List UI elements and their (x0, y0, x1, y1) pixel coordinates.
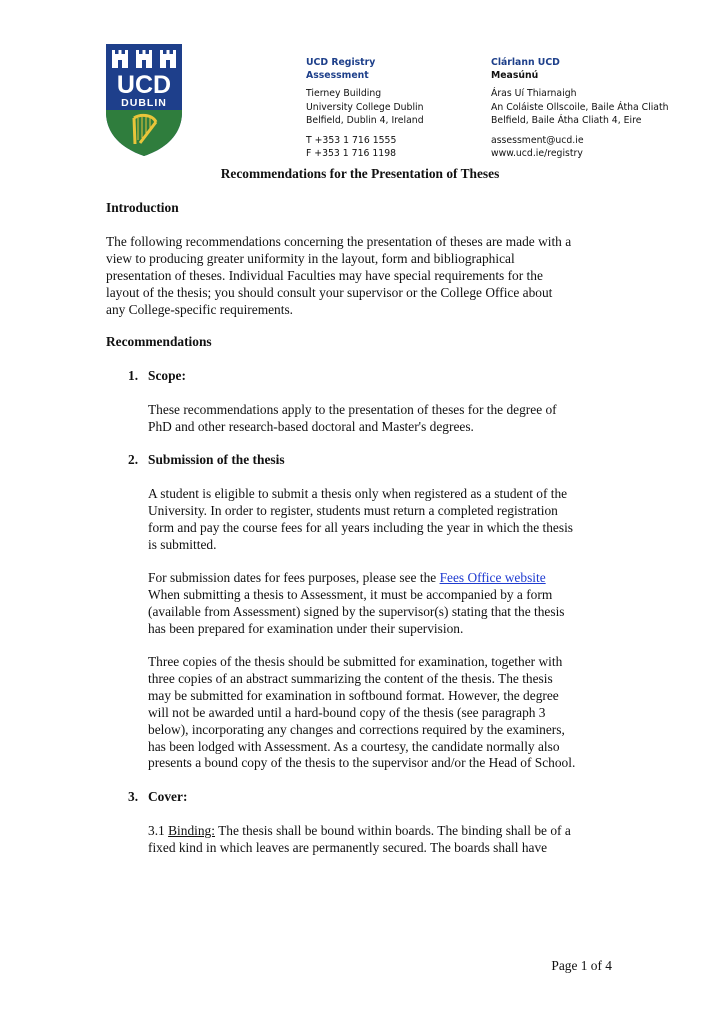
paragraph-line (148, 823, 571, 840)
paragraph-line: below), incorporating any changes and corrections required by the examiners, (148, 721, 565, 737)
cover-heading: Cover: (148, 789, 188, 804)
fax-number: F +353 1 716 1198 (306, 148, 397, 160)
header-left (306, 56, 424, 160)
paragraph-line: presents a bound copy of the thesis to the supervisor and/or the Head of School. (148, 755, 576, 771)
paragraph-line: presentation of theses. Individual Faculties may have special requirements for the (106, 267, 543, 283)
address-line-irish: Belfield, Baile Átha Cliath 4, Eire (491, 114, 642, 126)
sub-number: 3.1 (148, 823, 169, 838)
item-number: 1. (128, 368, 139, 383)
paragraph-line: PhD and other research-based doctoral and Master's degrees. (148, 418, 474, 434)
paragraph-line: These recommendations apply to the presentation of theses for the degree of (148, 402, 557, 417)
document-title: Recommendations for the Presentation of Theses (220, 166, 500, 181)
paragraph-line: layout of the thesis; you should consult your supervisor or the College Office about (106, 284, 553, 300)
binding-text: The thesis shall be bound within boards. The binding shall be of a (214, 823, 571, 838)
paragraph-line: any College-specific requirements. (106, 301, 294, 317)
introduction-paragraph (106, 234, 571, 319)
page-number: Page 1 of 4 (551, 958, 612, 973)
paragraph-line: University. In order to register, students must return a completed registration (148, 502, 558, 518)
address-line: University College Dublin (306, 101, 424, 113)
paragraph-line: When submitting a thesis to Assessment, it must be accompanied by a form (148, 586, 553, 602)
email-address[interactable]: assessment@ucd.ie (491, 135, 584, 147)
paragraph-line (148, 570, 565, 587)
item-number: 3. (128, 789, 139, 804)
address-line-irish: Áras Uí Thiarnaigh (491, 88, 577, 100)
scope-paragraph (148, 402, 557, 436)
logo-ucd-text: UCD (116, 71, 172, 99)
eligibility-paragraph (148, 486, 573, 554)
address-line: Tierney Building (306, 88, 382, 100)
paragraph-line: may be submitted for examination in softbound format. However, the degree (148, 687, 559, 703)
paragraph-line: form and pay the course fees for all years including the year in which the thesis (148, 519, 574, 535)
paragraph-line: will not be awarded until a hard-bound copy of the thesis (see paragraph 3 (148, 704, 546, 720)
submission-dates-paragraph (148, 570, 565, 638)
paragraph-line: has been prepared for examination under their supervision. (148, 620, 464, 636)
ucd-logo (104, 42, 184, 157)
introduction-heading: Introduction (106, 200, 179, 215)
paragraph-line: three copies of an abstract summarizing the content of the thesis. The thesis (148, 670, 553, 686)
website-address[interactable]: www.ucd.ie/registry (491, 148, 583, 160)
phone-number: T +353 1 716 1555 (306, 135, 397, 147)
header-right (491, 56, 669, 160)
paragraph-line: view to producing greater uniformity in the layout, form and bibliographical (106, 250, 515, 266)
item-number: 2. (128, 452, 139, 467)
copies-paragraph (148, 654, 575, 772)
department-name: Assessment (306, 70, 369, 82)
submission-heading: Submission of the thesis (148, 452, 285, 467)
paragraph-line: has been lodged with Assessment. As a courtesy, the candidate normally also (148, 738, 560, 754)
paragraph-line: fixed kind in which leaves are permanently secured. The boards shall have (148, 839, 548, 855)
registry-name: UCD Registry (306, 57, 376, 68)
address-line-irish: An Coláiste Ollscoile, Baile Átha Cliath (491, 101, 669, 113)
recommendations-heading: Recommendations (106, 334, 212, 349)
paragraph-line: Three copies of the thesis should be submitted for examination, together with (148, 654, 563, 669)
dates-text: For submission dates for fees purposes, please see the (148, 570, 440, 585)
paragraph-line: (available from Assessment) signed by the supervisor(s) stating that the thesis (148, 603, 565, 619)
scope-heading: Scope: (148, 368, 186, 383)
binding-label: Binding: (168, 823, 215, 838)
registry-name-irish: Clárlann UCD (491, 57, 560, 68)
binding-paragraph (148, 823, 571, 857)
address-line: Belfield, Dublin 4, Ireland (306, 114, 424, 126)
department-name-irish: Measúnú (491, 70, 539, 82)
logo-dublin-text: DUBLIN (121, 97, 167, 109)
paragraph-line: A student is eligible to submit a thesis only when registered as a student of the (148, 486, 568, 501)
paragraph-line: The following recommendations concerning the presentation of theses are made with a (106, 234, 572, 249)
fees-office-link[interactable]: Fees Office website (439, 570, 546, 585)
paragraph-line: is submitted. (148, 536, 217, 552)
